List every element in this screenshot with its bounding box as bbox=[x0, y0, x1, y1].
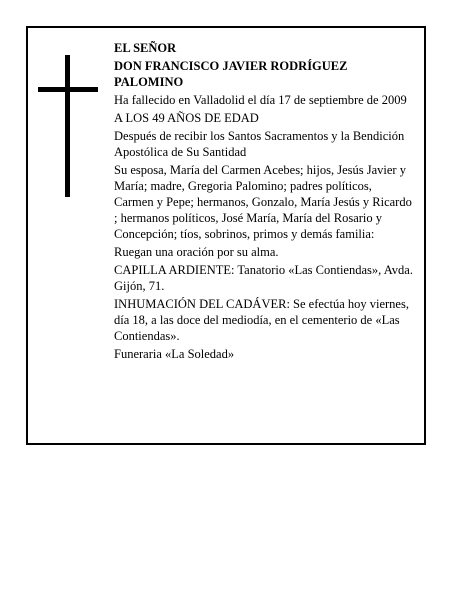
cross-icon bbox=[38, 55, 98, 197]
death-info: Ha fallecido en Valladolid el día 17 de septiembre de 2009 bbox=[114, 93, 407, 107]
funeral-home: Funeraria «La Soledad» bbox=[114, 347, 235, 361]
sacraments-line: Después de recibir los Santos Sacramentos y la Bendición Apostólica de Su Santidad bbox=[114, 129, 405, 159]
title-line-1: EL SEÑOR bbox=[114, 41, 177, 55]
obituary-text bbox=[114, 40, 414, 364]
burial-info: INHUMACIÓN DEL CADÁVER: Se efectúa hoy viernes, día 18, a las doce del mediodía, en el cementerio de «Las Contiendas». bbox=[114, 297, 409, 343]
age-line: A LOS 49 AÑOS DE EDAD bbox=[114, 111, 259, 125]
cross-vertical-bar bbox=[65, 55, 70, 197]
chapel-info: CAPILLA ARDIENTE: Tanatorio «Las Contiendas», Avda. Gijón, 71. bbox=[114, 263, 413, 293]
cross-horizontal-bar bbox=[38, 87, 98, 92]
prayer-request: Ruegan una oración por su alma. bbox=[114, 245, 279, 259]
deceased-name: DON FRANCISCO JAVIER RODRÍGUEZ PALOMINO bbox=[114, 59, 348, 89]
family-list: Su esposa, María del Carmen Acebes; hijos, Jesús Javier y María; madre, Gregoria Palomino; padres políticos, Carmen y Pepe; hermanos, Gonzalo, María Jesús y Ricardo ; hermanos políticos, José María, María del Rosario y Concepción; tíos, sobrinos, primos y demás familia: bbox=[114, 163, 412, 241]
